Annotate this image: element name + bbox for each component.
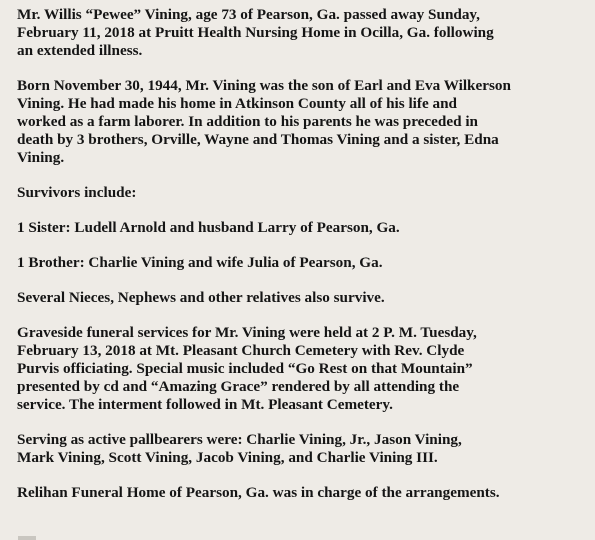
death-announcement-paragraph: Mr. Willis “Pewee” Vining, age 73 of Pearson, Ga. passed away Sunday, February 11, 2018 at Pruitt Health Nursing Home in Ocilla, Ga. following an extended illness. [17, 6, 494, 59]
funeral-home-paragraph: Relihan Funeral Home of Pearson, Ga. was in charge of the arrangements. [17, 484, 500, 501]
page-edge-mark [18, 536, 36, 540]
funeral-services-paragraph: Graveside funeral services for Mr. Vining were held at 2 P. M. Tuesday, February 13, 2018 at Mt. Pleasant Church Cemetery with Rev. Clyde Purvis officiating. Special music included “Go Rest on that Mountain” presented by cd and “Amazing Grace” rendered by all attending the service. The interment followed in Mt. Pleasant Cemetery. [17, 324, 477, 413]
survivor-sister: 1 Sister: Ludell Arnold and husband Larry of Pearson, Ga. [17, 219, 400, 236]
pallbearers-paragraph: Serving as active pallbearers were: Charlie Vining, Jr., Jason Vining, Mark Vining, Scott Vining, Jacob Vining, and Charlie Vining III. [17, 431, 462, 466]
survivor-brother: 1 Brother: Charlie Vining and wife Julia of Pearson, Ga. [17, 254, 383, 271]
biography-paragraph: Born November 30, 1944, Mr. Vining was the son of Earl and Eva Wilkerson Vining. He had made his home in Atkinson County all of his life and worked as a farm laborer. In addition to his parents he was preceded in death by 3 brothers, Orville, Wayne and Thomas Vining and a sister, Edna Vining. [17, 77, 511, 166]
survivor-other-relatives: Several Nieces, Nephews and other relatives also survive. [17, 289, 385, 306]
survivors-heading: Survivors include: [17, 184, 137, 201]
